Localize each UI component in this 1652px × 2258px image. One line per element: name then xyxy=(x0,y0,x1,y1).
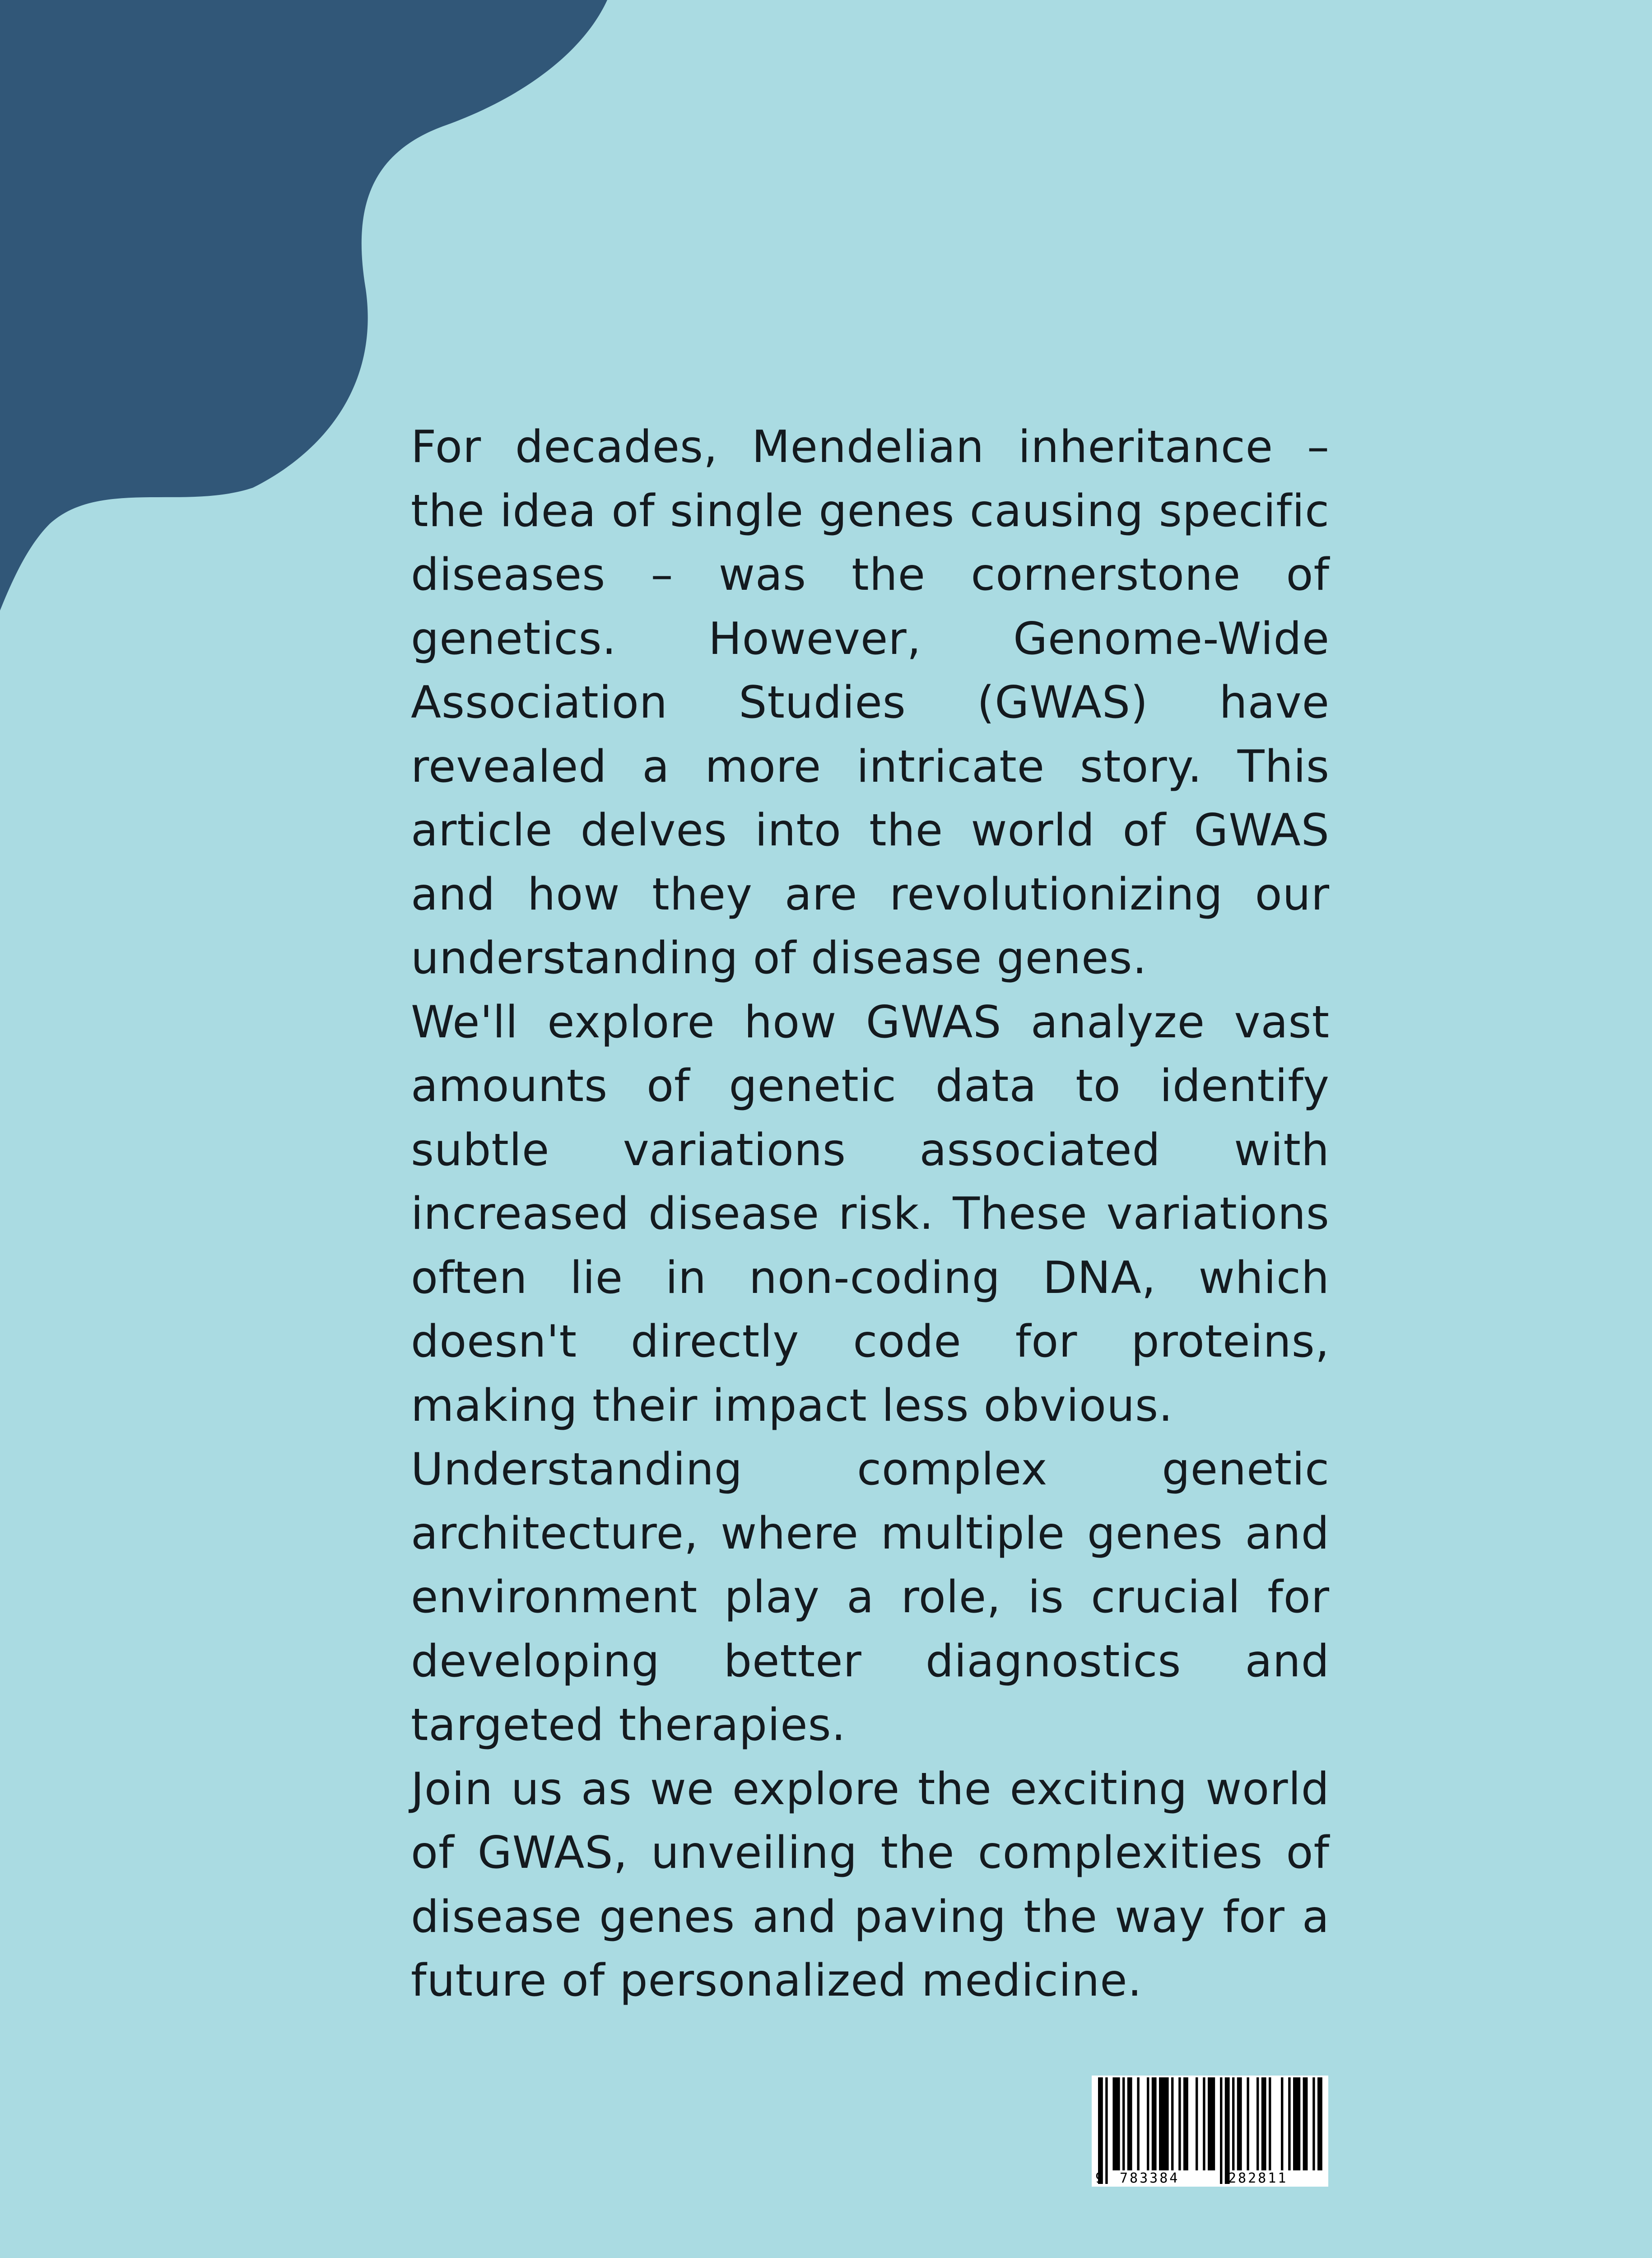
barcode-bar xyxy=(1225,2077,1230,2184)
barcode-bar xyxy=(1293,2077,1300,2170)
barcode-first-digit: 9 xyxy=(1095,2170,1106,2186)
barcode-bar xyxy=(1256,2077,1259,2170)
barcode-bar xyxy=(1183,2077,1188,2170)
barcode-bar xyxy=(1203,2077,1205,2170)
blurb-paragraph-4: Join us as we explore the exciting world of GWAS, unveiling the complexities of disease genes and paving the way for a future of personalized medicine. xyxy=(411,1763,1330,2006)
barcode-bar xyxy=(1317,2077,1322,2170)
barcode-bar xyxy=(1159,2077,1169,2170)
barcode-bar xyxy=(1281,2077,1283,2170)
barcode-bar xyxy=(1137,2077,1139,2170)
barcode-bar xyxy=(1269,2077,1271,2170)
barcode-bar xyxy=(1147,2077,1149,2170)
isbn-barcode xyxy=(1092,2076,1328,2187)
blurb-paragraph-3: Understanding complex genetic architecture, where multiple genes and environment play a role, is crucial for developing better diagnostics and targeted therapies. xyxy=(411,1444,1330,1751)
barcode-bar xyxy=(1127,2077,1132,2170)
barcode-right-digits: 282811 xyxy=(1228,2170,1288,2186)
blurb-paragraph-2: We'll explore how GWAS analyze vast amounts of genetic data to identify subtle variations associated with increased disease risk. These variations often lie in non-coding DNA, which doesn't directly code for proteins, making their impact less obvious. xyxy=(411,996,1330,1432)
barcode-bar xyxy=(1178,2077,1181,2170)
barcode-bar xyxy=(1247,2077,1249,2170)
barcode-bar xyxy=(1122,2077,1125,2170)
barcode-bar xyxy=(1105,2077,1108,2184)
barcode-bar xyxy=(1152,2077,1157,2170)
barcode-bar xyxy=(1261,2077,1266,2170)
barcode-bar xyxy=(1196,2077,1198,2170)
barcode-bar xyxy=(1098,2077,1103,2184)
blurb-paragraph-1: For decades, Mendelian inheritance – the idea of single genes causing specific diseases – was the cornerstone of genetics. However, Genome-Wide Association Studies (GWAS) have revealed a more intricate story. This article delves into the world of GWAS and how they are revolutionizing our understanding of disease genes. xyxy=(411,421,1330,984)
barcode-bar xyxy=(1312,2077,1315,2170)
barcode-bar xyxy=(1112,2077,1120,2170)
barcode-bar xyxy=(1288,2077,1290,2170)
barcode-left-digits: 783384 xyxy=(1120,2170,1180,2186)
barcode-bar xyxy=(1208,2077,1215,2170)
barcode-bar xyxy=(1220,2077,1222,2184)
blurb-text xyxy=(411,415,1330,2013)
barcode-bar xyxy=(1232,2077,1234,2170)
barcode-bar xyxy=(1171,2077,1173,2170)
barcode-bar xyxy=(1303,2077,1308,2170)
barcode-bar xyxy=(1237,2077,1242,2170)
